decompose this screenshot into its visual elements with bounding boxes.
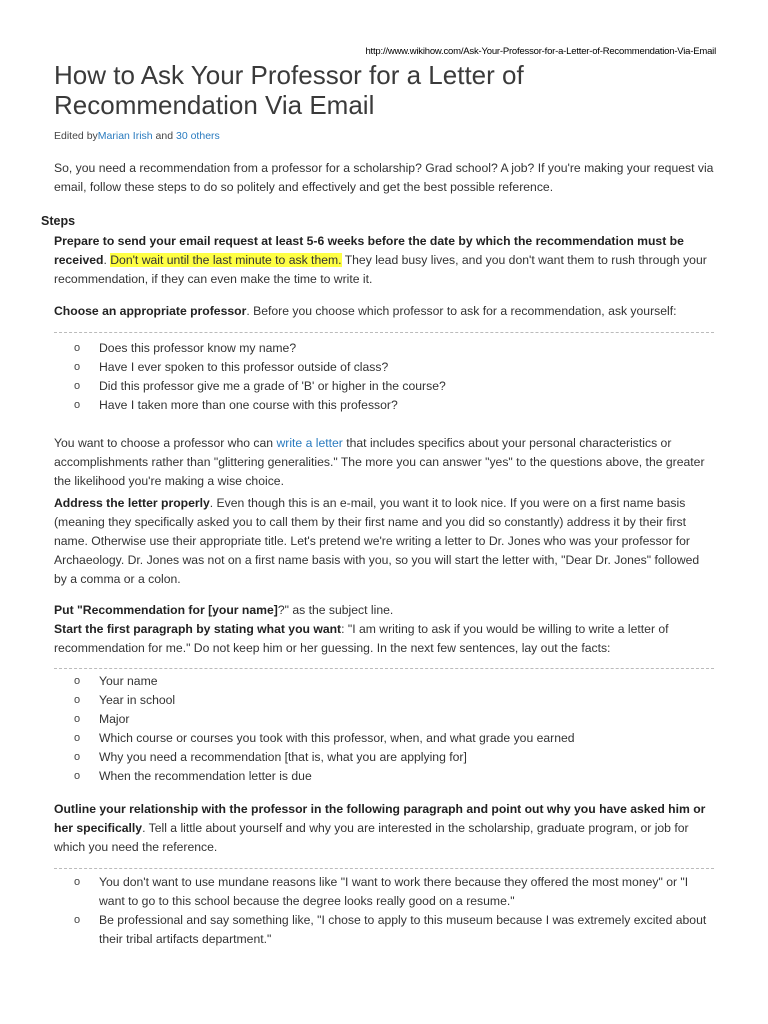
list-item-text: Did this professor give me a grade of 'B' or higher in the course?	[99, 379, 446, 393]
step-3	[54, 494, 714, 589]
step-1	[54, 232, 714, 289]
step-2-bold: Choose an appropriate professor	[54, 304, 247, 318]
list-item	[54, 691, 714, 710]
list-item	[54, 767, 714, 786]
list-item	[54, 358, 714, 377]
bullet-icon: o	[74, 675, 81, 687]
step-5-rest: : "I am writing to ask if you would be willing to write a letter of recommendation for me." Do not keep him or her guessing. In the next few sentences, lay out the facts:	[54, 622, 669, 655]
step-5-sublist	[54, 672, 714, 786]
step-2-sublist	[54, 339, 714, 415]
step-1-rest: They lead busy lives, and you don't want them to rush through your recommendation, if they can even make the time to write it.	[54, 253, 707, 286]
list-item	[54, 339, 714, 358]
step-6-sublist	[54, 873, 714, 949]
steps-heading: Steps	[41, 214, 76, 228]
list-item-text: When the recommendation letter is due	[99, 769, 312, 783]
step-6-text	[54, 800, 714, 857]
list-item-text: Why you need a recommendation [that is, what you are applying for]	[99, 750, 467, 764]
bullet-icon: o	[74, 770, 81, 782]
title-line-1: How to Ask Your Professor for a Letter of	[54, 60, 524, 90]
step-2-text	[54, 302, 714, 321]
step-4-rest: ?" as the subject line.	[277, 603, 394, 617]
step-2	[54, 302, 714, 491]
step-3-bold: Address the letter properly	[54, 496, 210, 510]
list-item-text: Major	[99, 712, 130, 726]
bullet-icon: o	[74, 876, 81, 888]
step-6-bold: Outline your relationship with the professor in the following paragraph and point out why you have asked him or her specifically	[54, 802, 706, 835]
list-item-text: You don't want to use mundane reasons like "I want to work there because they offered the most money" or "I want to go to this school because the degree looks really good on a resume."	[99, 875, 689, 908]
bullet-icon: o	[74, 399, 81, 411]
list-item-text: Year in school	[99, 693, 176, 707]
bullet-icon: o	[74, 751, 81, 763]
list-item	[54, 672, 714, 691]
edited-by	[54, 130, 714, 142]
bullet-icon: o	[74, 380, 81, 392]
step-4-bold: Put "Recommendation for [your name]	[54, 603, 278, 617]
followup-pre: You want to choose a professor who can	[54, 436, 277, 450]
list-item	[54, 377, 714, 396]
list-item-text: Have I ever spoken to this professor outside of class?	[99, 360, 389, 374]
step-6	[54, 800, 714, 949]
bullet-icon: o	[74, 694, 81, 706]
others-link[interactable]: 30 others	[176, 130, 220, 142]
list-item-text: Have I taken more than one course with this professor?	[99, 398, 398, 412]
article-title	[54, 60, 714, 120]
step-6-rest: . Tell a little about yourself and why you are interested in the scholarship, graduate program, or job for which you need the reference.	[54, 821, 689, 854]
source-url: http://www.wikihow.com/Ask-Your-Professor-for-a-Letter-of-Recommendation-Via-Email	[365, 46, 716, 57]
list-item-text: Be professional and say something like, "I chose to apply to this museum because I was extremely excited about their tribal artifacts department."	[99, 913, 707, 946]
list-item	[54, 396, 714, 415]
step-5-text	[54, 620, 714, 658]
bullet-icon: o	[74, 732, 81, 744]
divider	[54, 868, 714, 869]
step-1-highlight: Don't wait until the last minute to ask them.	[110, 253, 342, 267]
step-1-dot: .	[103, 253, 111, 267]
bullet-icon: o	[74, 713, 81, 725]
edited-and: and	[152, 130, 176, 142]
step-3-rest: . Even though this is an e-mail, you want it to look nice. If you were on a first name basis (meaning they specifically asked you to call them by their first name and you did so constantly) address it by their first name. Otherwise use their appropriate title. Let's pretend we're writing a letter to Dr. Jones who was your professor for Archaeology. Dr. Jones was not on a first name basis with you, so you will start the letter with, "Dear Dr. Jones" followed by a comma or a colon.	[54, 496, 700, 586]
step-5	[54, 620, 714, 786]
step-4-text	[54, 601, 714, 620]
divider	[54, 332, 714, 333]
list-item	[54, 748, 714, 767]
step-2-rest: . Before you choose which professor to ask for a recommendation, ask yourself:	[246, 304, 677, 318]
bullet-icon: o	[74, 361, 81, 373]
list-item-text: Which course or courses you took with this professor, when, and what grade you earned	[99, 731, 575, 745]
step-4	[54, 601, 714, 620]
intro-paragraph: So, you need a recommendation from a professor for a scholarship? Grad school? A job? If you're making your request via email, follow these steps to do so politely and effectively and get the best possible reference.	[54, 161, 714, 194]
step-2-followup	[54, 434, 714, 491]
list-item	[54, 873, 714, 911]
step-5-bold: Start the first paragraph by stating what you want	[54, 622, 342, 636]
divider	[54, 668, 714, 669]
title-line-2: Recommendation Via Email	[54, 90, 375, 120]
step-3-text	[54, 494, 714, 589]
list-item	[54, 710, 714, 729]
edited-prefix: Edited by	[54, 130, 98, 142]
author-link[interactable]: Marian Irish	[97, 130, 153, 142]
list-item-text: Does this professor know my name?	[99, 341, 297, 355]
bullet-icon: o	[74, 342, 81, 354]
list-item-text: Your name	[99, 674, 158, 688]
followup-post: that includes specifics about your personal characteristics or accomplishments rather than "glittering generalities." The more you can answer "yes" to the questions above, the greater the likelihood you're making a wise choice.	[54, 436, 705, 488]
write-a-letter-link[interactable]: write a letter	[276, 436, 343, 450]
list-item	[54, 729, 714, 748]
bullet-icon: o	[74, 914, 81, 926]
step-1-text	[54, 232, 714, 289]
list-item	[54, 911, 714, 949]
step-1-bold: Prepare to send your email request at least 5-6 weeks before the date by which the recommendation must be received	[54, 234, 684, 267]
article	[41, 60, 714, 946]
